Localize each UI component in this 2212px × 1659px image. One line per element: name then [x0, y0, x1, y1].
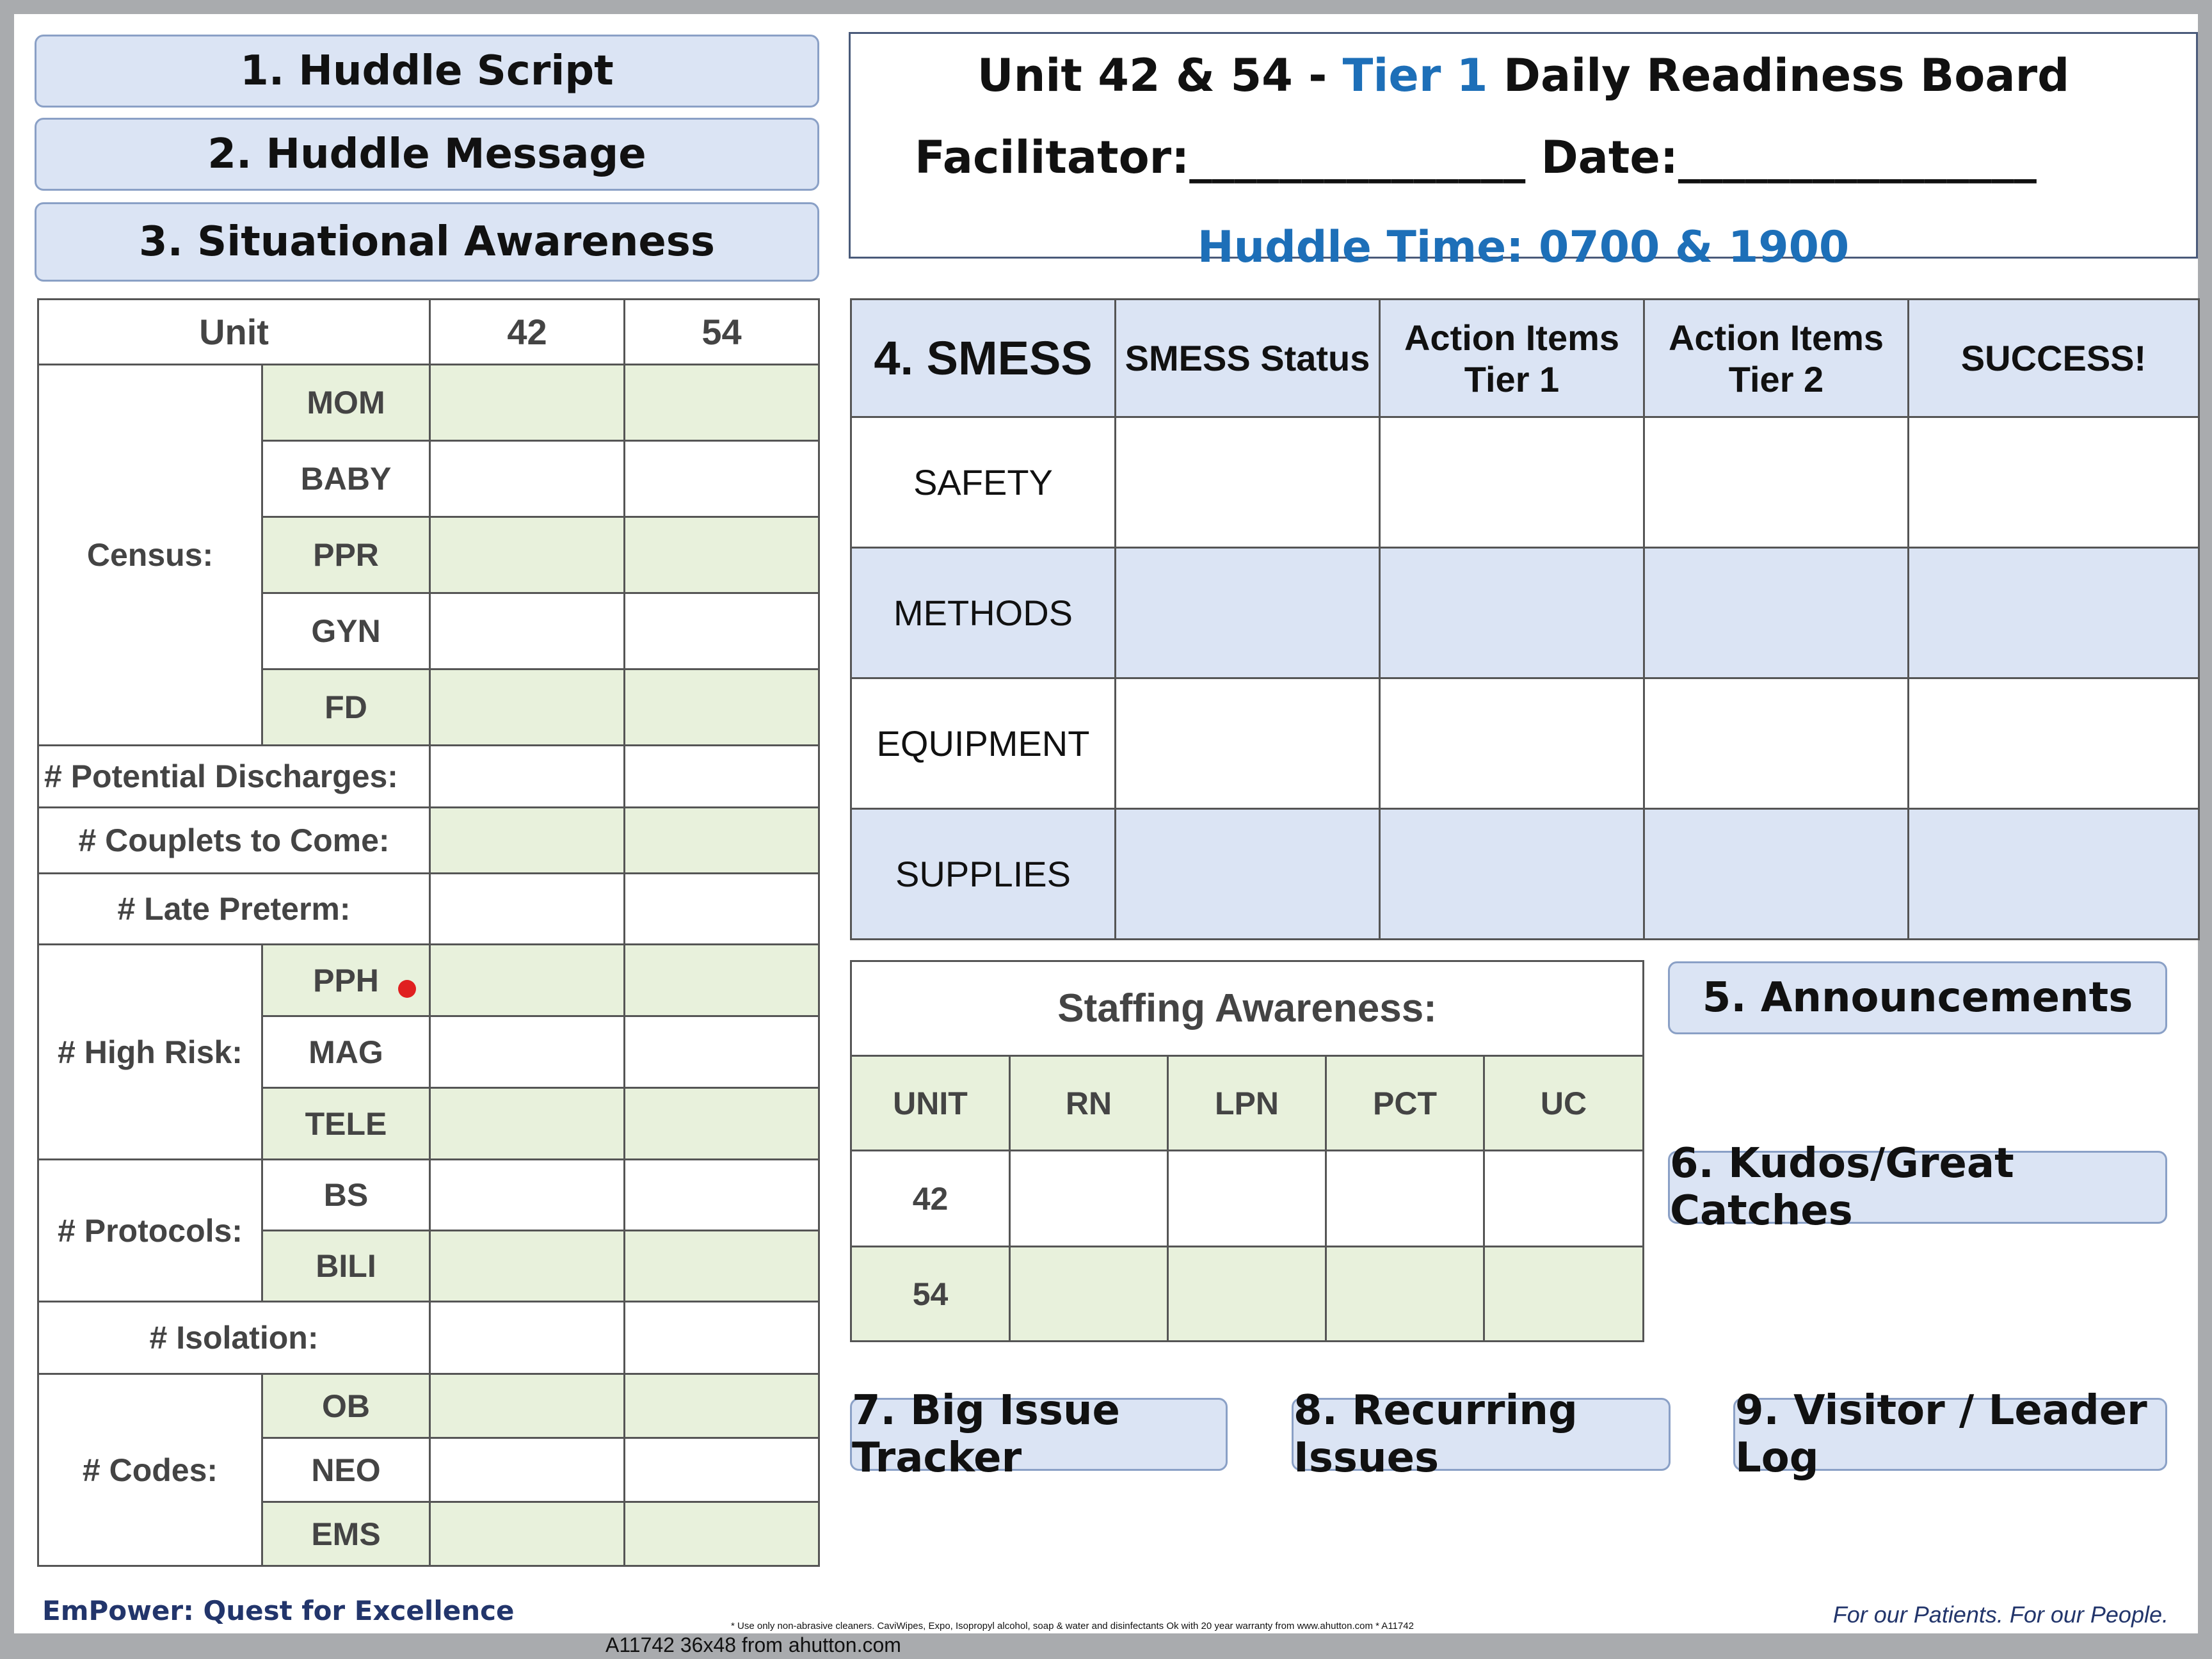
census-fd-42-cell[interactable] — [430, 669, 625, 746]
methods-tier2-cell[interactable] — [1644, 548, 1909, 678]
census-ppr-42-cell[interactable] — [430, 517, 625, 593]
late-preterm-42-cell[interactable] — [430, 874, 625, 945]
product-code: A11742 36x48 from ahutton.com — [605, 1633, 901, 1656]
codes-ems-54-cell[interactable] — [625, 1502, 819, 1566]
isolation-42-cell[interactable] — [430, 1302, 625, 1374]
supplies-tier2-cell[interactable] — [1644, 809, 1909, 940]
staffing-42-lpn-cell[interactable] — [1168, 1151, 1326, 1247]
smess-row-label: EQUIPMENT — [851, 678, 1116, 809]
census-baby-54-cell[interactable] — [625, 441, 819, 517]
situational-awareness-table — [37, 298, 820, 1567]
census-row-label: MOM — [262, 365, 430, 441]
codes-row-label: EMS — [262, 1502, 430, 1566]
safety-success-cell[interactable] — [1909, 417, 2199, 548]
high-risk-mag-54-cell[interactable] — [625, 1016, 819, 1088]
big-issue-tracker-button[interactable]: 7. Big Issue Tracker — [850, 1398, 1228, 1471]
facilitator-date-line: Facilitator:_______________ Date:________________ — [915, 131, 2037, 184]
high-risk-row-label: TELE — [262, 1088, 430, 1160]
couplets-54-cell[interactable] — [625, 808, 819, 874]
codes-neo-54-cell[interactable] — [625, 1438, 819, 1502]
unit-42-header: 42 — [430, 300, 625, 365]
staffing-42-rn-cell[interactable] — [1010, 1151, 1168, 1247]
methods-success-cell[interactable] — [1909, 548, 2199, 678]
recurring-issues-button[interactable]: 8. Recurring Issues — [1292, 1398, 1671, 1471]
equipment-tier2-cell[interactable] — [1644, 678, 1909, 809]
supplies-success-cell[interactable] — [1909, 809, 2199, 940]
late-preterm-label: # Late Preterm: — [38, 874, 430, 945]
cleaning-note: * Use only non-abrasive cleaners. CaviWipes, Expo, Isopropyl alcohol, soap & water and disinfectants Ok with 20 year warranty from www.ahutton.com * A11742 — [731, 1621, 1414, 1631]
huddle-time: Huddle Time: 0700 & 1900 — [1197, 222, 1850, 273]
codes-label: # Codes: — [38, 1374, 262, 1566]
supplies-status-cell[interactable] — [1116, 809, 1380, 940]
census-mom-42-cell[interactable] — [430, 365, 625, 441]
smess-row-label: SAFETY — [851, 417, 1116, 548]
codes-ob-42-cell[interactable] — [430, 1374, 625, 1438]
codes-row-label: NEO — [262, 1438, 430, 1502]
codes-neo-42-cell[interactable] — [430, 1438, 625, 1502]
safety-status-cell[interactable] — [1116, 417, 1380, 548]
high-risk-tele-42-cell[interactable] — [430, 1088, 625, 1160]
protocols-bs-54-cell[interactable] — [625, 1160, 819, 1231]
safety-tier2-cell[interactable] — [1644, 417, 1909, 548]
equipment-success-cell[interactable] — [1909, 678, 2199, 809]
red-dot-marker — [398, 980, 416, 998]
census-gyn-54-cell[interactable] — [625, 593, 819, 669]
staffing-title: Staffing Awareness: — [851, 961, 1644, 1056]
visitor-leader-log-button[interactable]: 9. Visitor / Leader Log — [1733, 1398, 2167, 1471]
situational-awareness-button[interactable]: 3. Situational Awareness — [35, 202, 819, 282]
census-row-label: GYN — [262, 593, 430, 669]
methods-status-cell[interactable] — [1116, 548, 1380, 678]
protocols-bili-42-cell[interactable] — [430, 1231, 625, 1302]
success-header: SUCCESS! — [1909, 300, 2199, 417]
brand-footer: EmPower: Quest for Excellence — [42, 1595, 515, 1626]
equipment-tier1-cell[interactable] — [1380, 678, 1644, 809]
tagline: For our Patients. For our People. — [1832, 1601, 2168, 1628]
smess-row-label: SUPPLIES — [851, 809, 1116, 940]
staffing-col-header: UC — [1484, 1056, 1644, 1151]
couplets-label: # Couplets to Come: — [38, 808, 430, 874]
protocols-row-label: BILI — [262, 1231, 430, 1302]
high-risk-pph-42-cell[interactable] — [430, 945, 625, 1016]
potential-discharges-label: # Potential Discharges: — [38, 746, 430, 808]
census-label: Census: — [38, 365, 262, 746]
board-title: Unit 42 & 54 - Tier 1 Daily Readiness Board — [977, 49, 2070, 102]
staffing-54-uc-cell[interactable] — [1484, 1247, 1644, 1342]
census-baby-42-cell[interactable] — [430, 441, 625, 517]
staffing-col-header: PCT — [1326, 1056, 1484, 1151]
staffing-54-lpn-cell[interactable] — [1168, 1247, 1326, 1342]
census-mom-54-cell[interactable] — [625, 365, 819, 441]
staffing-54-rn-cell[interactable] — [1010, 1247, 1168, 1342]
kudos-button[interactable]: 6. Kudos/Great Catches — [1668, 1151, 2167, 1224]
action-items-tier1-header: Action Items Tier 1 — [1380, 300, 1644, 417]
high-risk-label: # High Risk: — [38, 945, 262, 1160]
smess-title: 4. SMESS — [851, 300, 1116, 417]
action-items-tier2-header: Action Items Tier 2 — [1644, 300, 1909, 417]
census-ppr-54-cell[interactable] — [625, 517, 819, 593]
staffing-awareness-table — [850, 960, 1644, 1342]
high-risk-pph-54-cell[interactable] — [625, 945, 819, 1016]
staffing-col-header: LPN — [1168, 1056, 1326, 1151]
high-risk-pph-label: PPH — [262, 945, 430, 1016]
huddle-script-button[interactable]: 1. Huddle Script — [35, 35, 819, 108]
codes-ob-54-cell[interactable] — [625, 1374, 819, 1438]
staffing-42-pct-cell[interactable] — [1326, 1151, 1484, 1247]
protocols-label: # Protocols: — [38, 1160, 262, 1302]
isolation-label: # Isolation: — [38, 1302, 430, 1374]
high-risk-mag-42-cell[interactable] — [430, 1016, 625, 1088]
potential-discharges-42-cell[interactable] — [430, 746, 625, 808]
isolation-54-cell[interactable] — [625, 1302, 819, 1374]
high-risk-tele-54-cell[interactable] — [625, 1088, 819, 1160]
staffing-unit-label: 54 — [851, 1247, 1010, 1342]
census-row-label: BABY — [262, 441, 430, 517]
unit-header: Unit — [38, 300, 430, 365]
staffing-54-pct-cell[interactable] — [1326, 1247, 1484, 1342]
census-row-label: FD — [262, 669, 430, 746]
board-title-box — [849, 32, 2198, 273]
protocols-row-label: BS — [262, 1160, 430, 1231]
census-fd-54-cell[interactable] — [625, 669, 819, 746]
staffing-col-header: UNIT — [851, 1056, 1010, 1151]
equipment-status-cell[interactable] — [1116, 678, 1380, 809]
couplets-42-cell[interactable] — [430, 808, 625, 874]
potential-discharges-54-cell[interactable] — [625, 746, 819, 808]
codes-ems-42-cell[interactable] — [430, 1502, 625, 1566]
census-gyn-42-cell[interactable] — [430, 593, 625, 669]
staffing-42-uc-cell[interactable] — [1484, 1151, 1644, 1247]
announcements-button[interactable]: 5. Announcements — [1668, 961, 2167, 1034]
smess-status-header: SMESS Status — [1116, 300, 1380, 417]
smess-row-label: METHODS — [851, 548, 1116, 678]
protocols-bili-54-cell[interactable] — [625, 1231, 819, 1302]
census-row-label: PPR — [262, 517, 430, 593]
smess-table — [850, 298, 2200, 940]
unit-54-header: 54 — [625, 300, 819, 365]
high-risk-row-label: MAG — [262, 1016, 430, 1088]
readiness-board — [14, 14, 2198, 1633]
late-preterm-54-cell[interactable] — [625, 874, 819, 945]
codes-row-label: OB — [262, 1374, 430, 1438]
staffing-unit-label: 42 — [851, 1151, 1010, 1247]
methods-tier1-cell[interactable] — [1380, 548, 1644, 678]
huddle-message-button[interactable]: 2. Huddle Message — [35, 118, 819, 191]
supplies-tier1-cell[interactable] — [1380, 809, 1644, 940]
safety-tier1-cell[interactable] — [1380, 417, 1644, 548]
staffing-col-header: RN — [1010, 1056, 1168, 1151]
protocols-bs-42-cell[interactable] — [430, 1160, 625, 1231]
